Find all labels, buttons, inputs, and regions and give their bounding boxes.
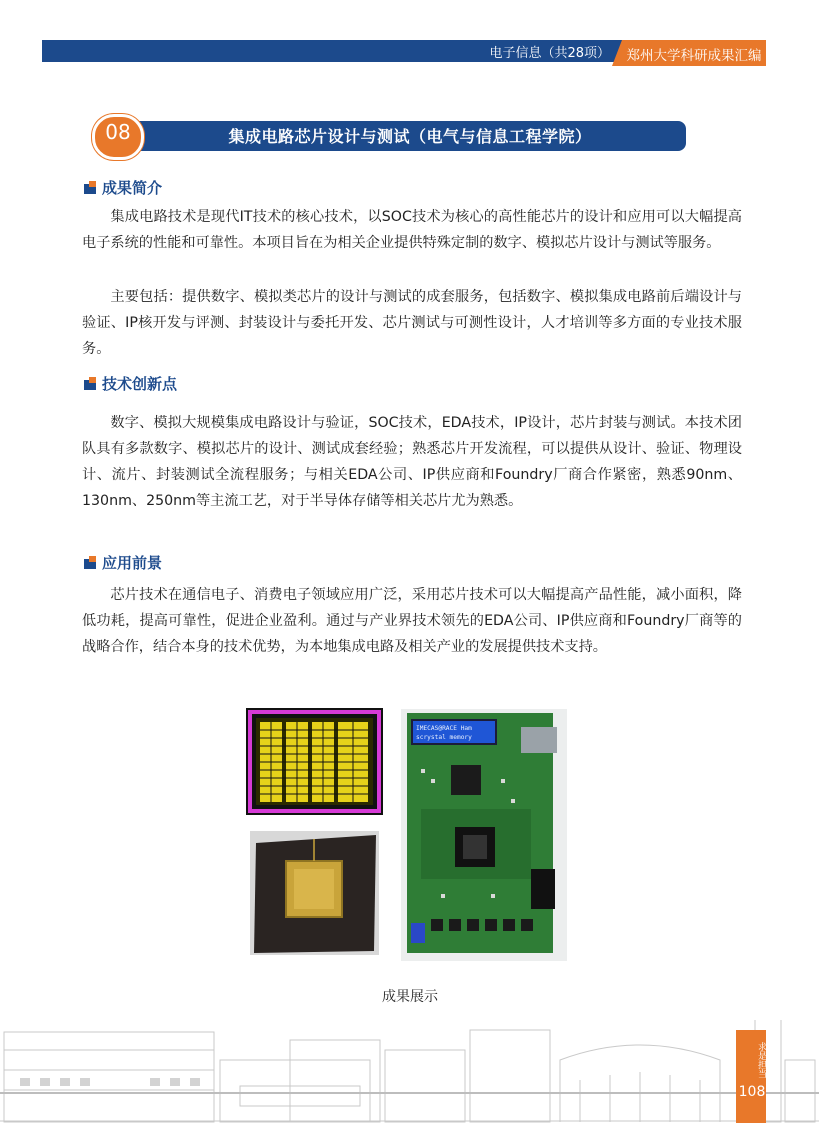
packaged-chip-image xyxy=(250,831,379,955)
page-tab-motto: 求是担当 xyxy=(756,1042,766,1078)
heading-marker-icon xyxy=(84,377,96,390)
pcb-test-board-image xyxy=(401,709,567,961)
page-number: 108 xyxy=(738,1084,766,1100)
heading-marker-icon xyxy=(84,181,96,194)
paragraph: 数字、模拟大规模集成电路设计与验证，SOC技术，EDA技术，IP设计，芯片封装与测试。本技术团队具有多款数字、模拟芯片的设计、测试成套经验；熟悉芯片开发流程，可以提供从设计、验证、物理设计、流片、封装测试全流程服务；与相关EDA公司、IP供应商和Foundry厂商合作紧密，熟悉90nm、130nm、250nm等主流工艺，对于半导体存储等相关芯片尤为熟悉。 xyxy=(82,415,742,509)
header-publication-title: 郑州大学科研成果汇编 xyxy=(626,48,762,64)
heading-application-outlook: 应用前景 xyxy=(102,554,163,572)
section-title: 集成电路芯片设计与测试（电气与信息工程学院） xyxy=(228,127,592,146)
heading-marker-icon xyxy=(84,556,96,569)
section-number: 08 xyxy=(105,120,131,144)
chip-layout-image xyxy=(246,708,383,815)
lcd-line-1: IMECAS@RACE Ham xyxy=(416,725,472,732)
figure-caption: 成果展示 xyxy=(382,989,438,1005)
paragraph: 主要包括：提供数字、模拟类芯片的设计与测试的成套服务，包括数字、模拟集成电路前后端设计与验证、IP核开发与评测、封装设计与委托开发、芯片测试与可测性设计，人才培训等多方面的专业技术服务。 xyxy=(82,289,742,357)
footer-baseline xyxy=(0,1092,819,1094)
campus-skyline-illustration xyxy=(0,1020,819,1123)
paragraph: 芯片技术在通信电子、消费电子领域应用广泛，采用芯片技术可以大幅提高产品性能，减小面积，降低功耗，提高可靠性，促进企业盈利。通过与产业界技术领先的EDA公司、IP供应商和Foundry厂商等的战略合作，结合本身的技术优势，为本地集成电路及相关产业的发展提供技术支持。 xyxy=(82,587,742,655)
heading-tech-innovation: 技术创新点 xyxy=(102,375,178,393)
header-category: 电子信息（共28项） xyxy=(489,46,610,61)
lcd-line-2: scrystal memory xyxy=(416,734,472,741)
paragraph: 集成电路技术是现代IT技术的核心技术，以SOC技术为核心的高性能芯片的设计和应用可以大幅提高电子系统的性能和可靠性。本项目旨在为相关企业提供特殊定制的数字、模拟芯片设计与测试等服务。 xyxy=(82,209,742,251)
heading-achievement-intro: 成果简介 xyxy=(102,179,163,197)
